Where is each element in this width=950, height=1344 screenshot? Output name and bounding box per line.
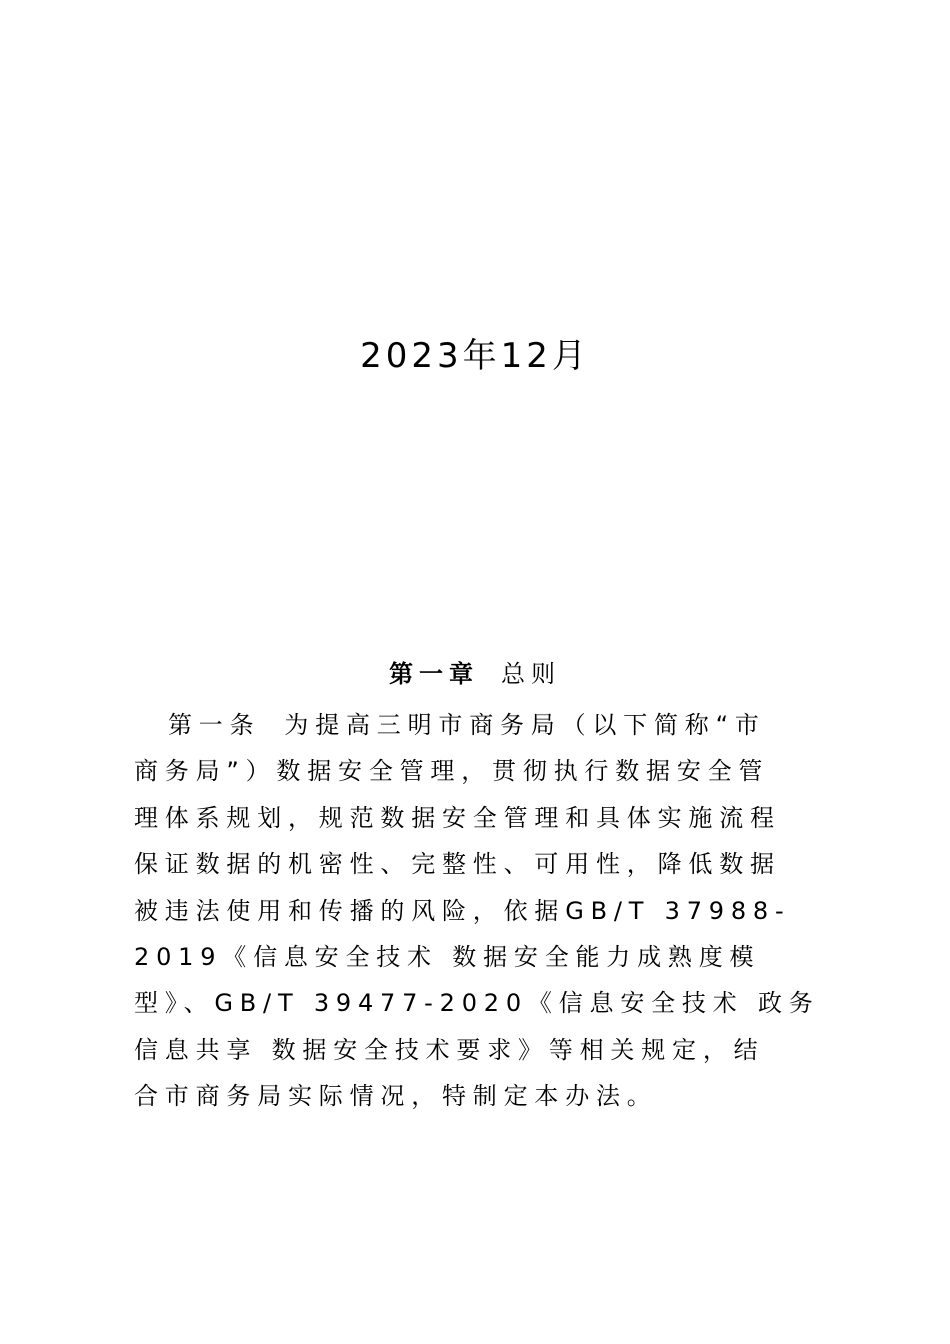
chapter-title: 总则: [501, 660, 561, 688]
article-line: 信息共享 数据安全技术要求》等相关规定，结: [134, 1035, 765, 1064]
article-line: 被违法使用和传播的风险，依据GB/T 37988-: [134, 896, 791, 925]
document-date: 2023年12月: [360, 336, 590, 376]
article-line: 商务局”）数据安全管理，贯彻执行数据安全管: [134, 757, 770, 786]
chapter-number: 第一章: [389, 660, 479, 688]
article-1: [134, 702, 846, 1120]
article-line: 合市商务局实际情况，特制定本办法。: [134, 1082, 658, 1111]
article-line: 保证数据的机密性、完整性、可用性，降低数据: [134, 850, 781, 879]
article-line: 理体系规划，规范数据安全管理和具体实施流程: [134, 803, 781, 832]
article-line-text: 为提高三明市商务局（以下简称“市: [284, 711, 766, 739]
article-line: 型》、GB/T 39477-2020《信息安全技术 政务: [134, 989, 820, 1018]
chapter-heading: [0, 656, 950, 692]
article-line: [134, 702, 846, 748]
article-line: 2019《信息安全技术 数据安全能力成熟度模: [134, 943, 761, 972]
article-head: 第一条: [168, 711, 261, 739]
